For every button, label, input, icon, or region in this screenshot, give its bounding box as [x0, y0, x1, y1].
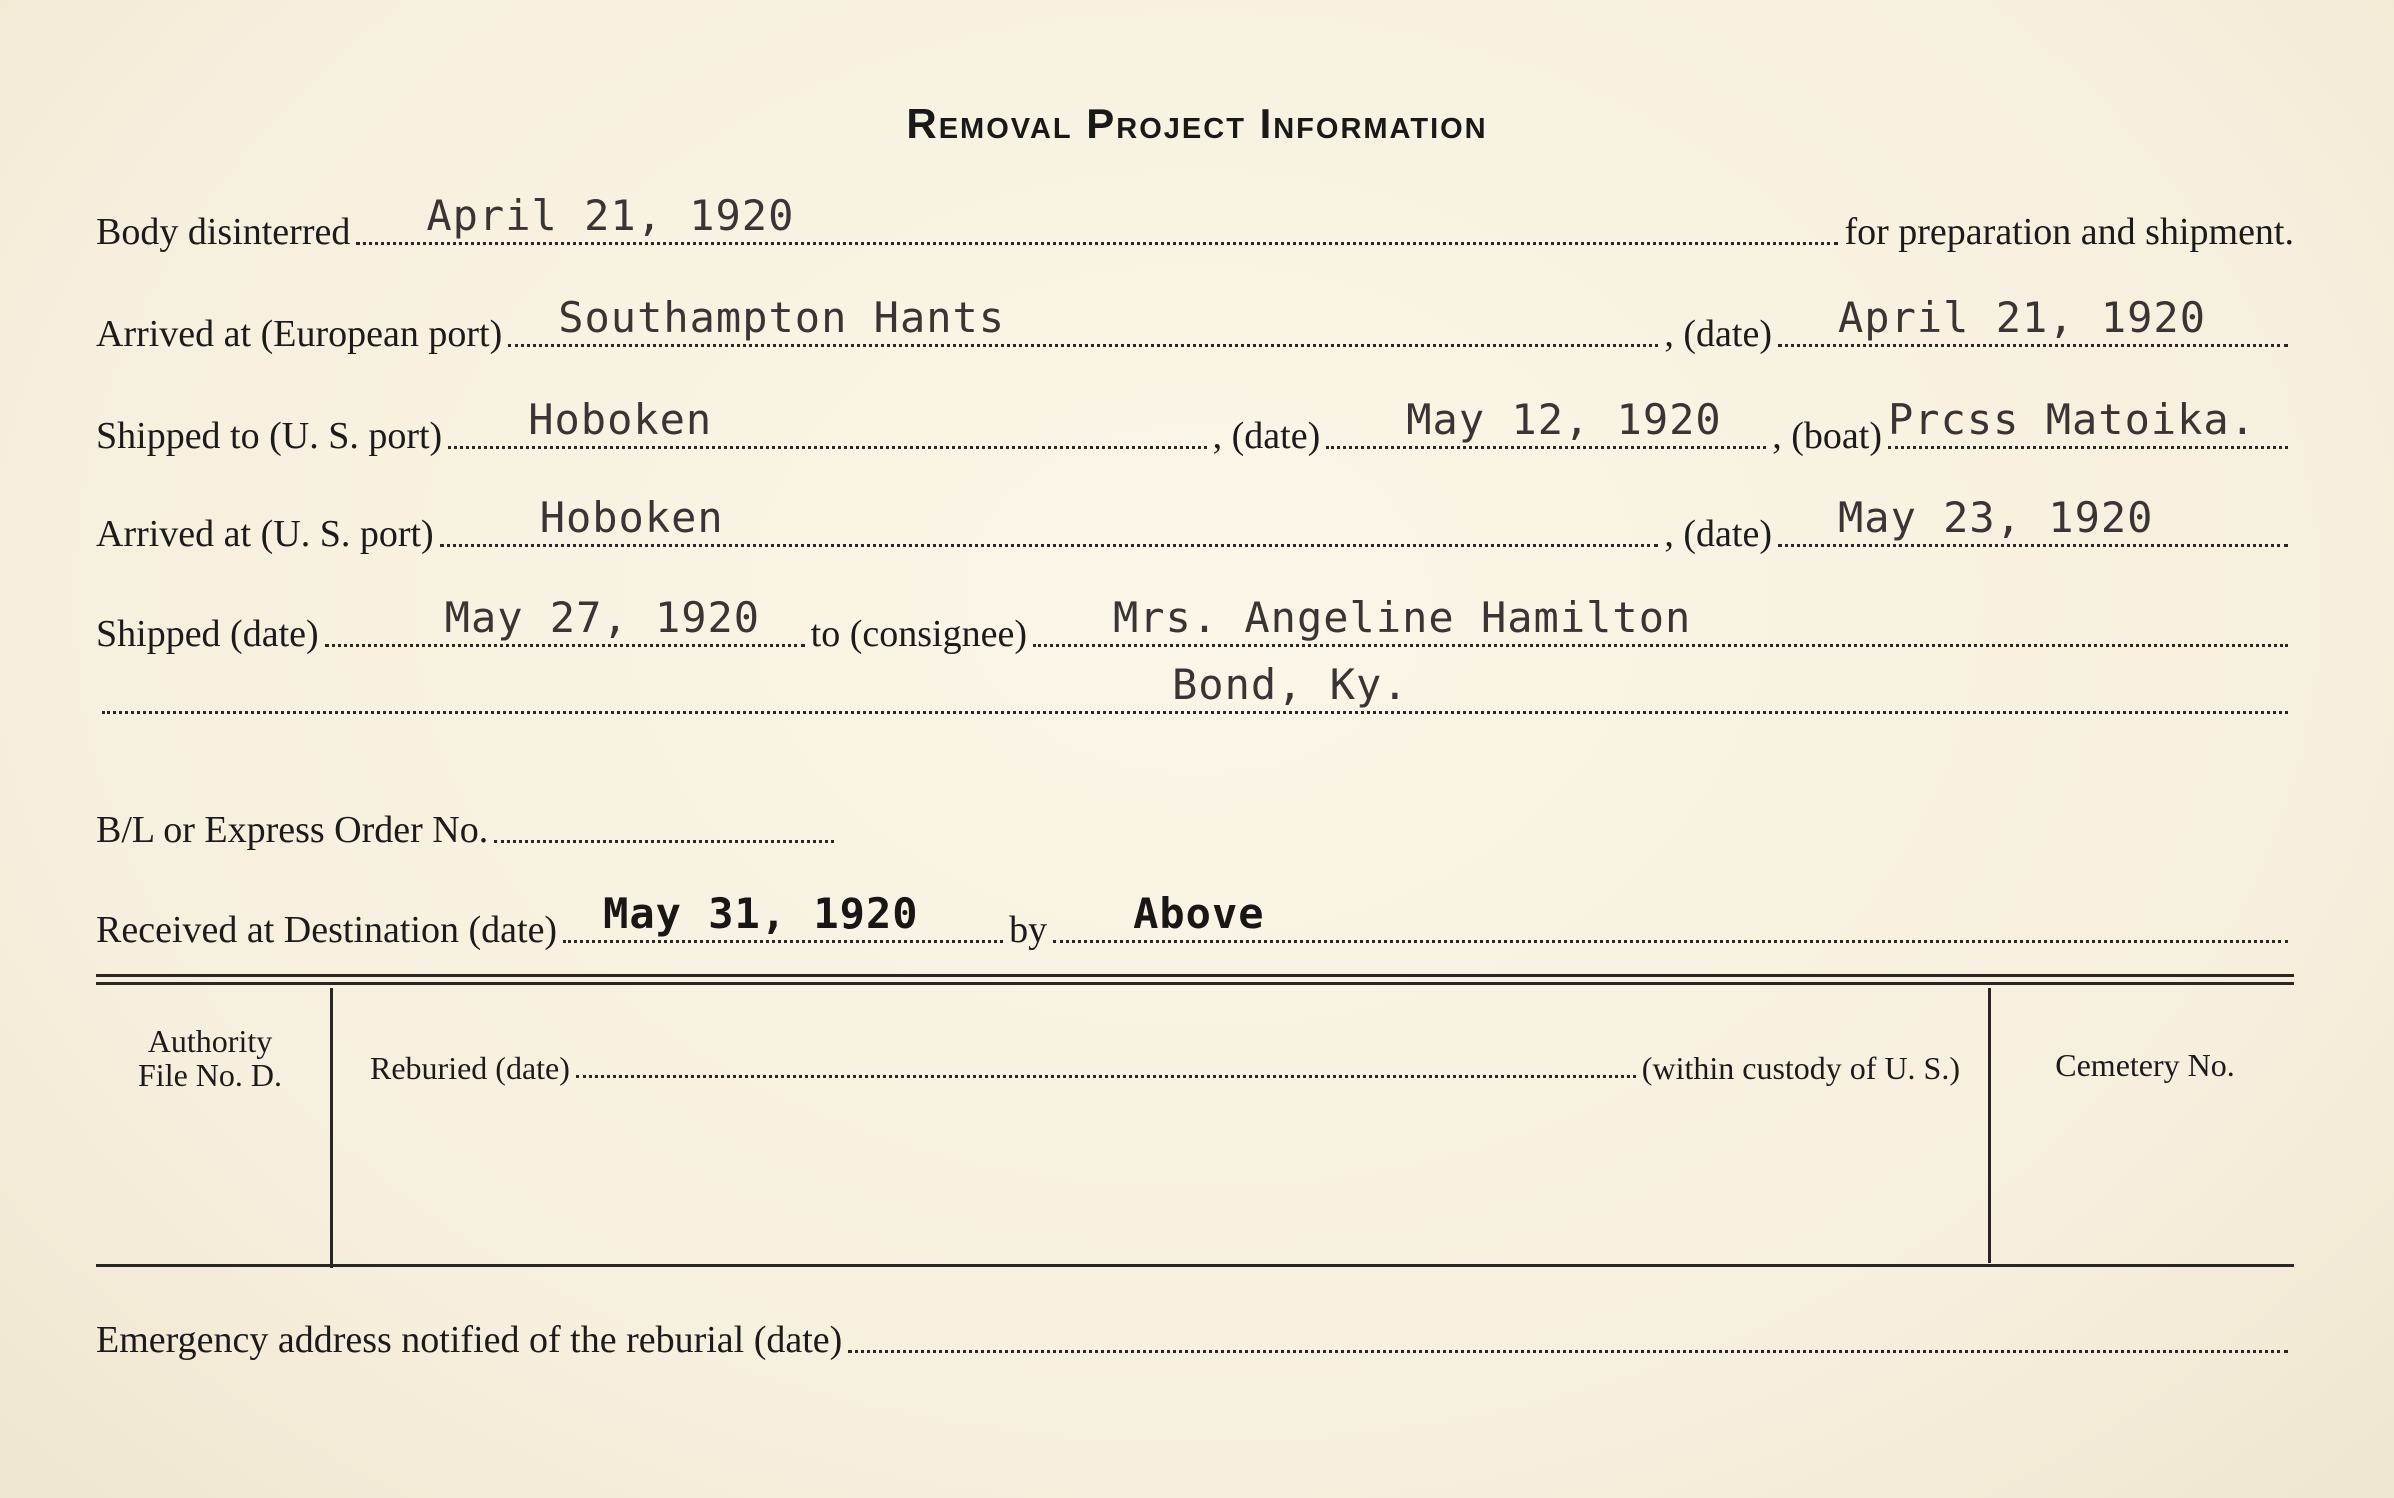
received-date-value: May 31, 1920 — [603, 889, 919, 938]
authority-label-line-2: File No. D. — [138, 1057, 282, 1093]
emergency-field — [848, 1349, 2288, 1353]
bl-order-label: B/L or Express Order No. — [96, 809, 489, 851]
body-disinterred-row — [96, 191, 2294, 254]
shipped-date-value: May 27, 1920 — [444, 593, 761, 642]
bl-order-row — [96, 808, 2294, 852]
body-disinterred-value: April 21, 1920 — [426, 191, 795, 240]
consignee-label: to (consignee) — [810, 613, 1027, 655]
reburied-row — [370, 1050, 1960, 1087]
emergency-label: Emergency address notified of the reburial (date) — [96, 1319, 843, 1361]
arrived-european-row — [96, 293, 2294, 356]
shipped-to-us-port-field — [448, 395, 1206, 449]
bl-order-field — [494, 839, 834, 843]
arrived-european-port-field — [508, 293, 1658, 347]
shipped-date-field — [325, 593, 805, 647]
received-row — [96, 889, 2294, 952]
shipped-label: Shipped (date) — [96, 613, 319, 655]
arrived-european-port-value: Southampton Hants — [558, 293, 1006, 342]
table-divider-left — [330, 988, 333, 1268]
arrived-us-date-value: May 23, 1920 — [1838, 493, 2154, 542]
shipped-to-us-date-value: May 12, 1920 — [1406, 395, 1722, 444]
body-disinterred-label: Body disinterred — [96, 211, 351, 253]
shipped-row — [96, 593, 2294, 656]
shipped-to-us-boat-label: , (boat) — [1772, 415, 1882, 457]
arrived-us-label: Arrived at (U. S. port) — [96, 513, 434, 555]
reburied-suffix: (within custody of U. S.) — [1641, 1050, 1960, 1086]
received-by-value: Above — [1133, 889, 1265, 938]
card-title: Removal Project Information — [906, 100, 1488, 147]
received-label: Received at Destination (date) — [96, 909, 558, 951]
emergency-row — [96, 1318, 2294, 1362]
body-disinterred-field — [356, 191, 1838, 245]
address-row — [96, 660, 2294, 723]
shipped-to-us-port-value: Hoboken — [528, 395, 713, 444]
shipped-to-us-row — [96, 395, 2294, 458]
authority-label-line-1: Authority — [147, 1023, 273, 1059]
body-disinterred-suffix: for preparation and shipment. — [1844, 211, 2294, 253]
cemetery-label: Cemetery No. — [2055, 1047, 2235, 1083]
reburied-field — [576, 1074, 1636, 1078]
table-divider-right — [1988, 988, 1991, 1263]
arrived-european-date-value: April 21, 1920 — [1838, 293, 2207, 342]
shipped-to-us-label: Shipped to (U. S. port) — [96, 415, 443, 457]
table-bottom-rule — [96, 1264, 2294, 1267]
arrived-us-date-field — [1778, 493, 2288, 547]
address-field — [102, 660, 2288, 714]
address-value: Bond, Ky. — [1172, 660, 1409, 709]
received-date-field — [563, 889, 1003, 943]
arrived-us-port-value: Hoboken — [539, 493, 724, 542]
authority-label — [100, 1024, 320, 1092]
shipped-to-us-date-label: , (date) — [1212, 415, 1321, 457]
arrived-european-label: Arrived at (European port) — [96, 313, 503, 355]
shipped-to-us-boat-value: Prcss Matoika. — [1888, 395, 2257, 444]
table-top-rule-2 — [96, 982, 2294, 985]
reburied-label: Reburied (date) — [370, 1050, 570, 1086]
consignee-value: Mrs. Angeline Hamilton — [1112, 593, 1692, 642]
arrived-us-row — [96, 493, 2294, 556]
arrived-european-date-field — [1778, 293, 2288, 347]
shipped-to-us-boat-field — [1888, 395, 2288, 449]
arrived-us-port-field — [440, 493, 1659, 547]
arrived-us-date-label: , (date) — [1664, 513, 1772, 555]
shipped-to-us-date-field — [1326, 395, 1766, 449]
consignee-field — [1033, 593, 2288, 647]
received-by-label: by — [1009, 909, 1048, 951]
received-by-field — [1053, 889, 2288, 943]
table-top-rule-1 — [96, 974, 2294, 977]
arrived-european-date-label: , (date) — [1664, 313, 1772, 355]
